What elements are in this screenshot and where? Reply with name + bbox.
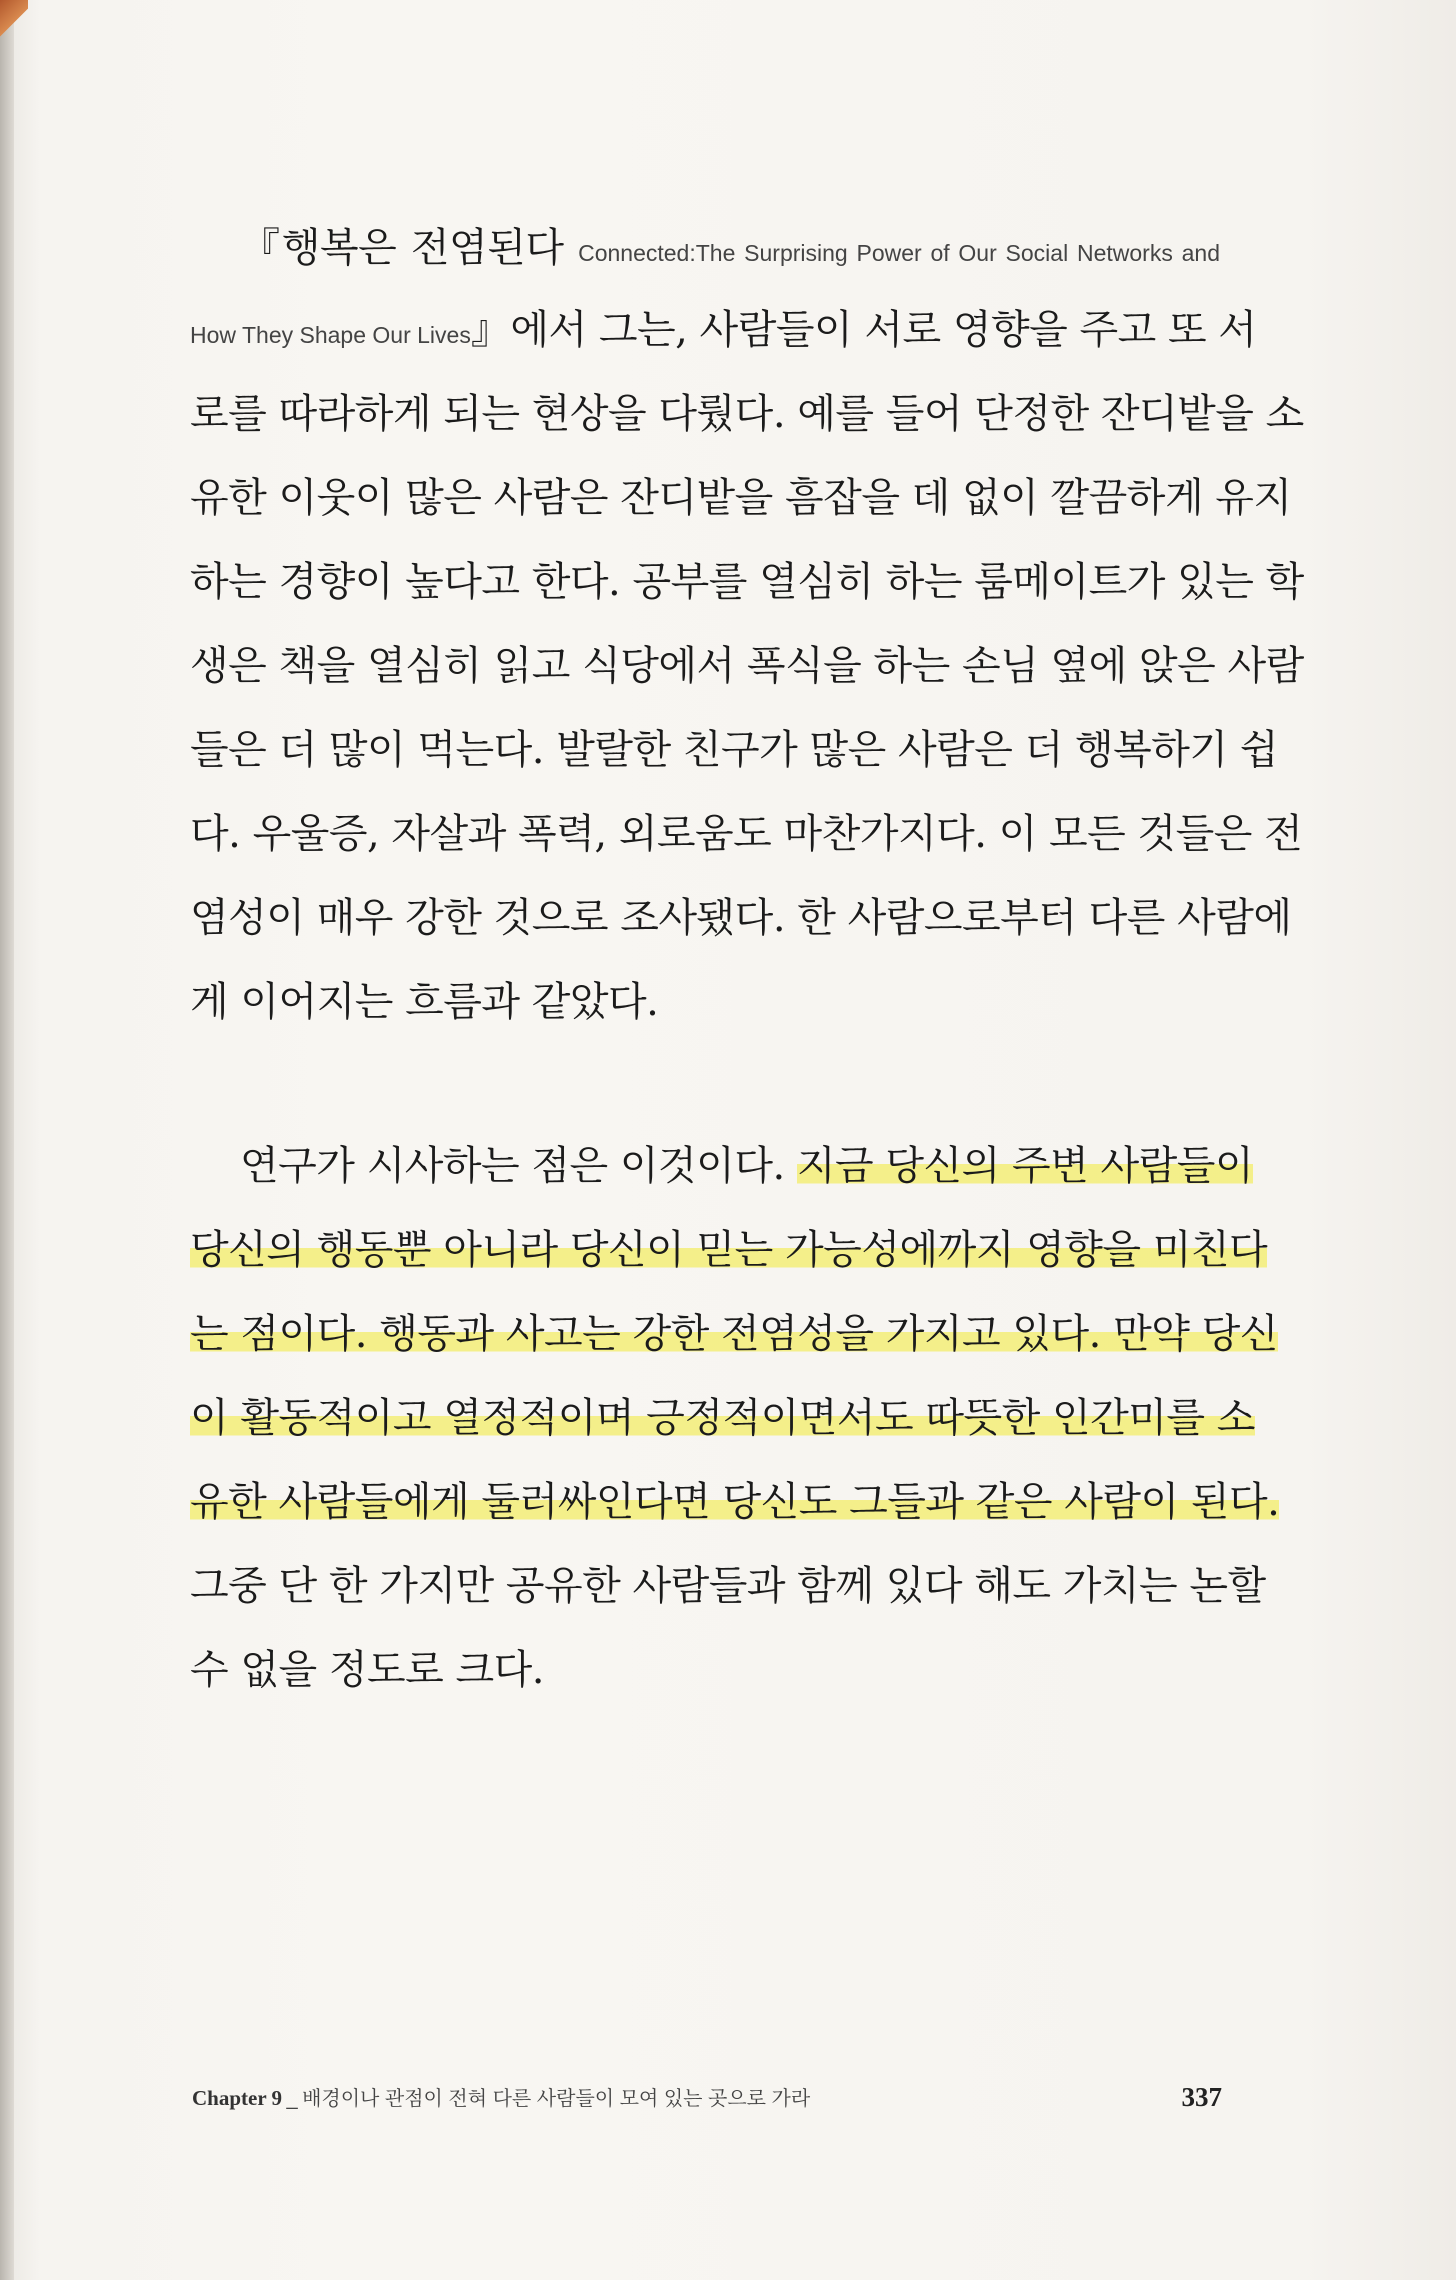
footer-separator: _	[286, 2088, 298, 2110]
highlighted-text: 당신의 행동뿐 아니라 당신이 믿는 가능성에까지 영향을 미친다	[190, 1227, 1268, 1273]
paragraph1-line4: 유한 이웃이 많은 사람은 잔디밭을 흠잡을 데 없이 깔끔하게 유지	[190, 475, 1292, 521]
highlighted-text: 이 활동적이고 열정적이며 긍정적이면서도 따뜻한 인간미를 소	[190, 1395, 1255, 1441]
book-title-english-part1: Connected:The Surprising Power of Our Social Networks and	[578, 240, 1220, 266]
page-binding-edge	[0, 0, 14, 2280]
paragraph2-line1-plain: 연구가 시사하는 점은 이것이다.	[240, 1143, 797, 1189]
paragraph1-line2-text: 』에서 그는, 사람들이 서로 영향을 주고 또 서	[470, 307, 1257, 353]
paragraph2-line4	[190, 1388, 1255, 1448]
paragraph2-line6: 그중 단 한 가지만 공유한 사람들과 함께 있다 해도 가치는 논할	[190, 1563, 1266, 1609]
paragraph1-line2	[190, 300, 1257, 360]
paragraph2-line1	[190, 1136, 1254, 1196]
paragraph1-line9: 염성이 매우 강한 것으로 조사됐다. 한 사람으로부터 다른 사람에	[190, 895, 1292, 941]
footer-chapter-title: 배경이나 관점이 전혀 다른 사람들이 모여 있는 곳으로 가라	[302, 2088, 811, 2110]
paragraph1-line7: 들은 더 많이 먹는다. 발랄한 친구가 많은 사람은 더 행복하기 쉽	[190, 727, 1278, 773]
page-number: 337	[1181, 2082, 1222, 2112]
paragraph1-line6: 생은 책을 열심히 읽고 식당에서 폭식을 하는 손님 옆에 앉은 사람	[190, 643, 1304, 689]
page-footer	[192, 2082, 1222, 2122]
book-title-korean: 『행복은 전염된다	[240, 225, 564, 271]
paragraph2-line2	[190, 1220, 1268, 1280]
book-title-english-part2: How They Shape Our Lives	[190, 322, 471, 348]
paragraph2-line5	[190, 1472, 1280, 1532]
highlighted-text: 유한 사람들에게 둘러싸인다면 당신도 그들과 같은 사람이 된다.	[190, 1479, 1280, 1525]
paragraph1-line10: 게 이어지는 흐름과 같았다.	[190, 979, 659, 1025]
paragraph1-line3: 로를 따라하게 되는 현상을 다뤘다. 예를 들어 단정한 잔디밭을 소	[190, 391, 1304, 437]
paragraph1-line1	[190, 218, 1220, 278]
paragraph1-line8: 다. 우울증, 자살과 폭력, 외로움도 마찬가지다. 이 모든 것들은 전	[190, 811, 1303, 857]
corner-tab-mark	[0, 0, 28, 38]
footer-chapter-label: Chapter 9	[192, 2086, 283, 2110]
paragraph1-line5: 하는 경향이 높다고 한다. 공부를 열심히 하는 룸메이트가 있는 학	[190, 559, 1304, 605]
paragraph2-line7: 수 없을 정도로 크다.	[190, 1647, 544, 1693]
paragraph2-line3	[190, 1304, 1278, 1364]
highlighted-text: 지금 당신의 주변 사람들이	[796, 1143, 1254, 1189]
highlighted-text: 는 점이다. 행동과 사고는 강한 전염성을 가지고 있다. 만약 당신	[190, 1311, 1278, 1357]
